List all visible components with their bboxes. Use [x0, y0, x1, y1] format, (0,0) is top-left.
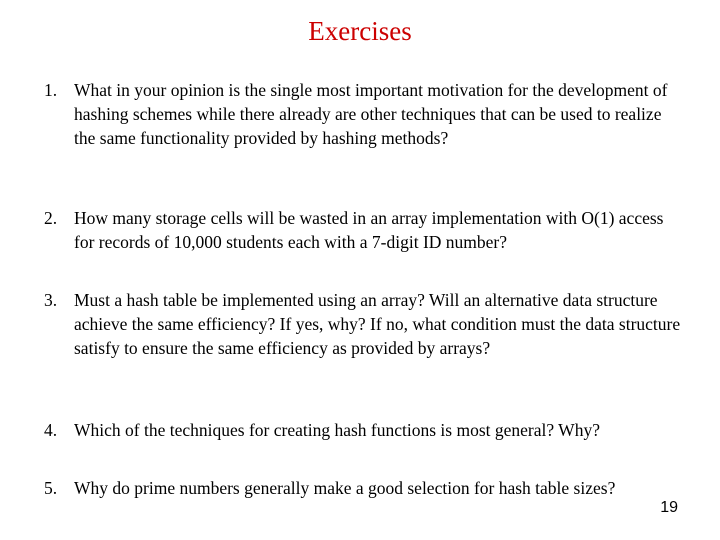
exercise-number: 4.	[44, 420, 58, 440]
exercise-item	[44, 206, 684, 254]
exercise-text: Why do prime numbers generally make a good selection for hash table sizes?	[74, 478, 616, 498]
exercise-item	[44, 476, 644, 500]
exercise-number: 1.	[44, 80, 58, 100]
page-number: 19	[660, 499, 678, 516]
exercise-number: 3.	[44, 290, 58, 310]
exercise-text: What in your opinion is the single most important motivation for the development of hashing schemes while there already are other techniques that can be used to realize the same functionality provided by hashing methods?	[74, 80, 668, 148]
exercise-number: 5.	[44, 478, 58, 498]
slide-title: Exercises	[308, 16, 412, 46]
exercise-item	[44, 78, 684, 150]
exercise-item	[44, 418, 684, 442]
exercise-text: Must a hash table be implemented using an array? Will an alternative data structure achieve the same efficiency? If yes, why? If no, what condition must the data structure satisfy to ensure the same efficiency as provided by arrays?	[74, 290, 681, 358]
exercise-text: How many storage cells will be wasted in an array implementation with O(1) access for records of 10,000 students each with a 7-digit ID number?	[74, 208, 664, 252]
exercise-text: Which of the techniques for creating hash functions is most general? Why?	[74, 420, 600, 440]
exercise-number: 2.	[44, 208, 58, 228]
exercise-item	[44, 288, 684, 360]
